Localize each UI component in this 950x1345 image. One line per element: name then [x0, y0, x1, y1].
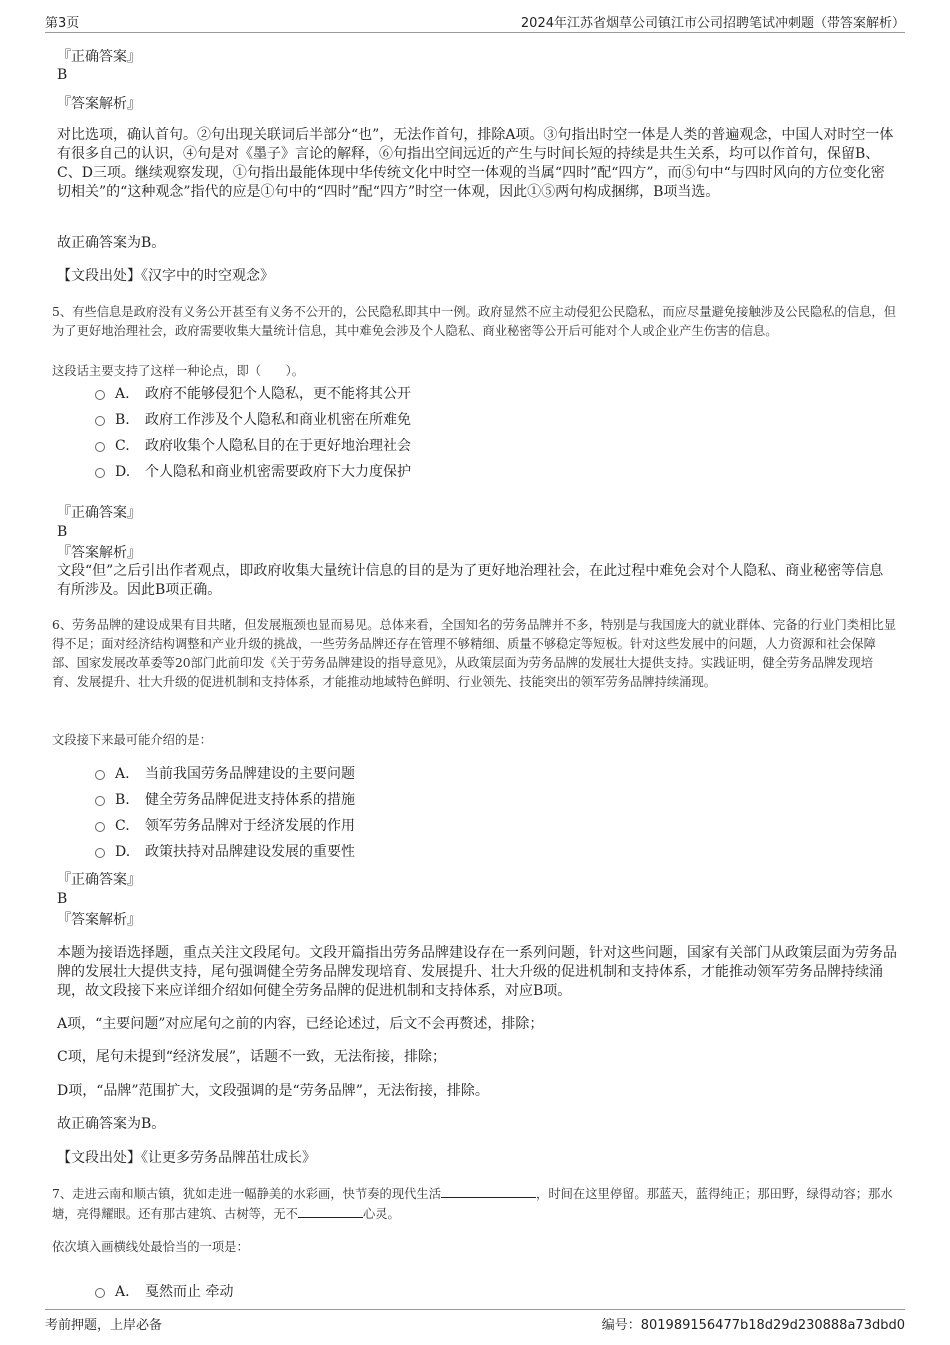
q4-source — [57, 267, 897, 286]
q4-answer-label: 『正确答案』 — [57, 49, 141, 65]
radio-icon[interactable] — [95, 1288, 105, 1298]
radio-icon[interactable] — [95, 770, 105, 780]
radio-icon[interactable] — [95, 442, 105, 452]
q6-note-a: A项，“主要问题”对应尾句之前的内容，已经论述过，后文不会再赘述，排除； — [57, 1016, 544, 1032]
q7-option-a[interactable]: A. 戛然而止 牵动 — [95, 1282, 233, 1302]
q7-question: 依次填入画横线处最恰当的一项是： — [52, 1240, 249, 1254]
radio-icon[interactable] — [95, 468, 105, 478]
q6-option-d[interactable]: D. 政策扶持对品牌建设发展的重要性 — [95, 842, 355, 862]
q5-option-c[interactable]: C. 政府收集个人隐私目的在于更好地治理社会 — [95, 436, 411, 456]
q6-stem: 6、劳务品牌的建设成果有目共睹，但发展瓶颈也显而易见。总体来看，全国知名的劳务品牌并不多，特别是与我国庞大的就业群体、完备的行业门类相比显得不足；面对经济结构调整和产业升级的挑战，一些劳务品牌还存在管理不够精细、质量不够稳定等短板。针对这些发展中的问题，人力资源和社会保障部、国家发展改革委等20部门此前印发《关于劳务品牌建设的指导意见》，从政策层面为劳务品牌的发展壮大提供支持。实践证明，健全劳务品牌发现培育、发展提升、壮大升级的促进机制和支持体系，才能推动地域特色鲜明、行业领先、技能突出的领军劳务品牌持续涌现。 — [52, 618, 897, 689]
q6-option-a[interactable]: A. 当前我国劳务品牌建设的主要问题 — [95, 764, 355, 784]
q4-answer: B — [57, 67, 68, 83]
q6-conclusion: 故正确答案为B。 — [57, 1116, 166, 1132]
radio-icon[interactable] — [95, 822, 105, 832]
q5-stem: 5、有些信息是政府没有义务公开甚至有义务不公开的，公民隐私即其中一例。政府显然不应主动侵犯公民隐私，而应尽量避免接触涉及公民隐私的信息，但为了更好地治理社会，政府需要收集大量统计信息，其中难免会涉及个人隐私、商业秘密等公开后可能对个人或企业产生伤害的信息。 — [52, 305, 897, 338]
q6-option-c[interactable]: C. 领军劳务品牌对于经济发展的作用 — [95, 816, 355, 836]
document-code: 编号：801989156477b18d29d230888a73dbd0 — [601, 1318, 905, 1333]
source-title: 《让更多劳务品牌茁壮成长》 — [141, 1150, 316, 1166]
source-title: 《汉字中的时空观念》 — [141, 268, 274, 284]
q5-analysis-label: 『答案解析』 — [57, 545, 141, 561]
q4-analysis: 对比选项，确认首句。②句出现关联词后半部分“也”，无法作首句，排除A项。③句指出时空一体是人类的普遍观念，中国人对时空一体有很多自己的认识，④句是对《墨子》言论的解释，⑥句指出空间远近的产生与时间长短的持续是共生关系，均可以作首句，保留B、C、D三项。继续观察发现，①句指出最能体现中华传统文化中时空一体观的当属“四时”配“四方”，而⑤句中“与四时风向的方位变化密切相关”的“这种观念”指代的应是①句中的“四时”配“四方”时空一体观，因此①⑤两句构成捆绑，B项当选。 — [57, 127, 894, 200]
q6-source — [57, 1149, 897, 1168]
q5-option-a[interactable]: A. 政府不能够侵犯个人隐私，更不能将其公开 — [95, 384, 411, 404]
q6-analysis-label: 『答案解析』 — [57, 912, 141, 928]
q5-answer-label: 『正确答案』 — [57, 505, 141, 521]
q4-analysis-label: 『答案解析』 — [57, 96, 141, 112]
q5-option-d[interactable]: D. 个人隐私和商业机密需要政府下大力度保护 — [95, 462, 411, 482]
q4-conclusion: 故正确答案为B。 — [57, 235, 166, 251]
source-label: 【文段出处】 — [57, 1150, 141, 1166]
page-header — [45, 10, 905, 33]
page-number: 第3页 — [45, 16, 80, 31]
q6-note-c: C项，尾句未提到“经济发展”，话题不一致，无法衔接，排除； — [57, 1049, 447, 1065]
q5-question: 这段话主要支持了这样一种论点，即（ ）。 — [52, 364, 305, 378]
q6-option-b[interactable]: B. 健全劳务品牌促进支持体系的措施 — [95, 790, 355, 810]
radio-icon[interactable] — [95, 416, 105, 426]
radio-icon[interactable] — [95, 390, 105, 400]
q6-question: 文段接下来最可能介绍的是： — [52, 733, 212, 747]
footer-slogan: 考前押题，上岸必备 — [45, 1318, 163, 1333]
q5-option-b[interactable]: B. 政府工作涉及个人隐私和商业机密在所难免 — [95, 410, 411, 430]
q5-analysis: 文段“但”之后引出作者观点，即政府收集大量统计信息的目的是为了更好地治理社会，在此过程中难免会对个人隐私、商业秘密等信息有所涉及。因此B项正确。 — [57, 563, 884, 598]
q6-analysis: 本题为接语选择题，重点关注文段尾句。文段开篇指出劳务品牌建设存在一系列问题，针对这些问题，国家有关部门从政策层面为劳务品牌的发展壮大提供支持，尾句强调健全劳务品牌发现培育、发展提升、壮大升级的促进机制和支持体系，才能推动领军劳务品牌持续涌现，故文段接下来应详细介绍如何健全劳务品牌的促进机制和支持体系，对应B项。 — [57, 945, 897, 999]
source-label: 【文段出处】 — [57, 268, 141, 284]
fill-blank-2[interactable] — [298, 1204, 363, 1218]
radio-icon[interactable] — [95, 848, 105, 858]
fill-blank-1[interactable] — [441, 1184, 536, 1198]
q6-note-d: D项，“品牌”范围扩大，文段强调的是“劳务品牌”，无法衔接，排除。 — [57, 1083, 489, 1099]
q6-answer-label: 『正确答案』 — [57, 872, 141, 888]
q5-answer: B — [57, 524, 68, 540]
page-footer — [45, 1309, 905, 1334]
q7-stem: 7、走进云南和顺古镇，犹如走进一幅静美的水彩画，快节奏的现代生活 ，时间在这里停留。那蓝天，蓝得纯正；那田野，绿得动容；那水塘，亮得耀眼。还有那古建筑、古树等，无不 心灵。 — [52, 1184, 897, 1224]
radio-icon[interactable] — [95, 796, 105, 806]
document-title: 2024年江苏省烟草公司镇江市公司招聘笔试冲刺题（带答案解析） — [520, 16, 905, 31]
q6-answer: B — [57, 891, 68, 907]
